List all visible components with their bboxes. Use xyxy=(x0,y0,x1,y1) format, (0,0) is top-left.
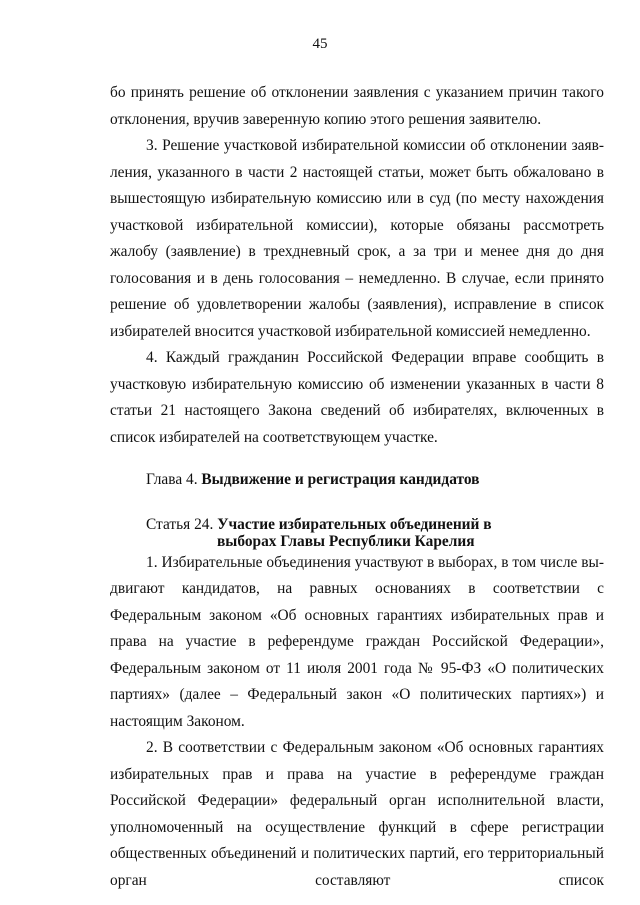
article-paragraph-1: 1. Избирательные объединения участвуют в выборах, в том числе выдвигают кандидатов, на равных основаниях в соответствии с Федеральным законом «Об основных гарантиях избирательных прав и права на участие в референдуме граждан Российской Федерации», Федеральным законом от 11 июля 2001 года № 95-ФЗ «О политических партиях» (далее – Федеральный закон «О политических партиях») и настоящим Законом. xyxy=(110,553,604,730)
paragraph-3: 3. Решение участковой избирательной комиссии об отклонении заявления, указанного в части 2 настоящей статьи, может быть обжаловано в вышестоящую избирательную комиссию или в суд (по месту нахождения участковой избирательной комиссии), которые обязаны рассмотреть жалобу (заявление) в трехдневный срок, а за три и менее дня до дня голосования и в день голосования – немедленно. В случае, если принято решение об удовлетворении жалобы (заявления), исправление в список избирателей вносится участковой избирательной комиссией немедленно. xyxy=(110,137,604,340)
chapter-heading xyxy=(110,467,604,494)
article-title-line1: Участие избирательных объединений в xyxy=(217,515,492,533)
article-heading xyxy=(110,516,604,550)
article-title-line2: выборах Главы Республики Карелия xyxy=(217,532,475,550)
paragraph-continuation: бо принять решение об отклонении заявления с указанием причин такого отклонения, вручив заверенную копию этого решения заявителю. xyxy=(110,84,604,128)
article-paragraph-2: 2. В соответствии с Федеральным законом «Об основных гарантиях избирательных прав и права на участие в референдуме граждан Российской Федерации» федеральный орган исполнительной власти, уполномоченный на осуществление функций в сфере регистрации общественных объединений и политических партий, его территориальный орган составляют список xyxy=(110,739,604,889)
document-body xyxy=(110,80,604,894)
chapter-prefix: Глава 4. xyxy=(146,471,198,488)
paragraph-4: 4. Каждый гражданин Российской Федерации вправе сообщить в участковую избирательную комиссию об изменении указанных в части 8 статьи 21 настоящего Закона сведений об избирателях, включенных в список избирателей на соответствующем участке. xyxy=(110,349,604,446)
page-number: 45 xyxy=(312,36,328,52)
article-prefix: Статья 24. xyxy=(146,515,214,533)
chapter-title: Выдвижение и регистрация кандидатов xyxy=(201,471,480,488)
